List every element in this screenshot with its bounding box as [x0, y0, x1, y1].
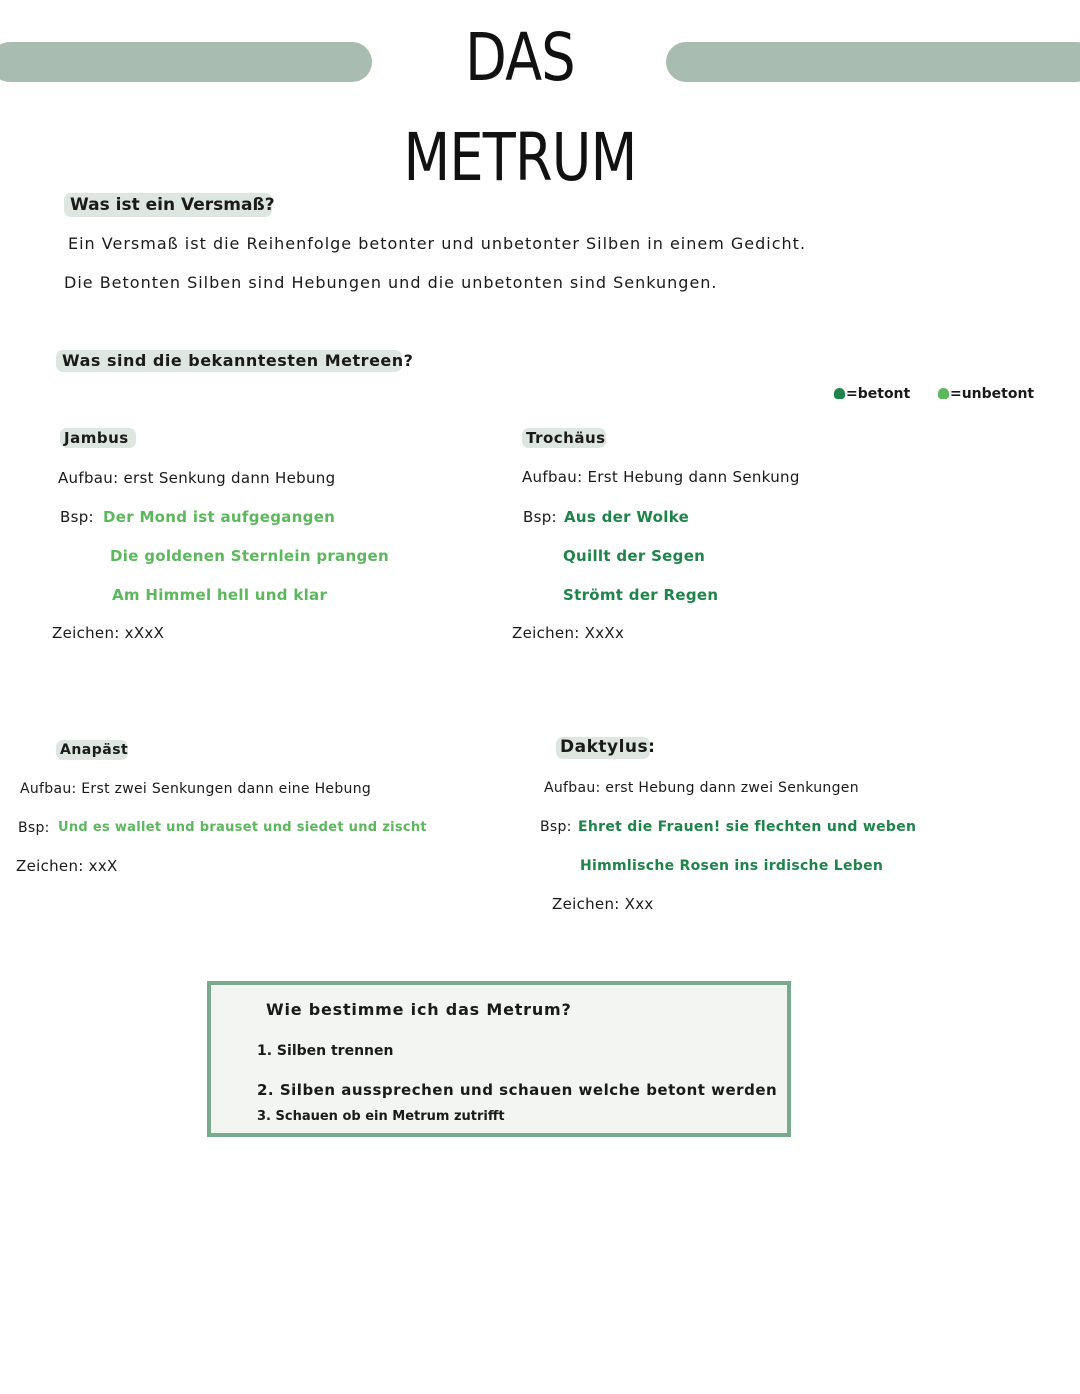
trochaeus-example-3: Strömt der Regen	[563, 586, 719, 604]
trochaeus-heading: Trochäus	[526, 429, 606, 447]
method-step-1: 1. Silben trennen	[257, 1043, 394, 1059]
method-box	[207, 981, 791, 1137]
daktylus-example-2: Himmlische Rosen ins irdische Leben	[580, 858, 884, 874]
anapaest-heading: Anapäst	[60, 742, 129, 758]
daktylus-aufbau: Aufbau: erst Hebung dann zwei Senkungen	[544, 780, 859, 796]
betont-swatch-icon	[834, 388, 845, 399]
intro-question: Was ist ein Versmaß?	[70, 195, 275, 215]
jambus-zeichen: Zeichen: xXxX	[52, 624, 165, 642]
anapaest-example-1: Und es wallet und brauset und siedet und zischt	[58, 820, 427, 835]
trochaeus-bsp-label: Bsp:	[523, 508, 557, 526]
anapaest-aufbau: Aufbau: Erst zwei Senkungen dann eine Hebung	[20, 781, 372, 797]
legend-unbetont: =unbetont	[949, 386, 1035, 402]
daktylus-zeichen: Zeichen: Xxx	[552, 895, 654, 913]
legend	[834, 386, 1034, 402]
trochaeus-example-2: Quillt der Segen	[563, 547, 706, 565]
jambus-example-1: Der Mond ist aufgegangen	[103, 508, 336, 526]
jambus-example-2: Die goldenen Sternlein prangen	[110, 547, 389, 565]
trochaeus-example-1: Aus der Wolke	[564, 508, 690, 526]
trochaeus-aufbau: Aufbau: Erst Hebung dann Senkung	[522, 468, 800, 486]
method-step-3: 3. Schauen ob ein Metrum zutrifft	[257, 1109, 505, 1124]
intro-line-1: Ein Versmaß ist die Reihenfolge betonter und unbetonter Silben in einem Gedicht.	[68, 234, 807, 253]
method-box-title: Wie bestimme ich das Metrum?	[266, 1000, 572, 1019]
legend-betont: =betont	[846, 386, 911, 402]
page-title: DAS METRUM	[403, 19, 637, 196]
trochaeus-zeichen: Zeichen: XxXx	[512, 624, 625, 642]
daktylus-bsp-label: Bsp:	[540, 819, 572, 835]
unbetont-swatch-icon	[938, 388, 949, 399]
anapaest-zeichen: Zeichen: xxX	[16, 857, 118, 875]
method-step-2: 2. Silben aussprechen und schauen welche betont werden	[257, 1081, 778, 1099]
daktylus-heading: Daktylus:	[560, 737, 656, 757]
header-bar-left	[0, 42, 372, 82]
header-bar-right	[666, 42, 1080, 82]
jambus-aufbau: Aufbau: erst Senkung dann Hebung	[58, 469, 336, 487]
intro-line-2: Die Betonten Silben sind Hebungen und die unbetonten sind Senkungen.	[64, 273, 718, 292]
jambus-heading: Jambus	[64, 429, 129, 447]
jambus-bsp-label: Bsp:	[60, 508, 94, 526]
daktylus-example-1: Ehret die Frauen! sie flechten und weben	[578, 819, 917, 835]
metreen-question: Was sind die bekanntesten Metreen?	[62, 351, 414, 370]
jambus-example-3: Am Himmel hell und klar	[112, 586, 328, 604]
anapaest-bsp-label: Bsp:	[18, 820, 50, 836]
